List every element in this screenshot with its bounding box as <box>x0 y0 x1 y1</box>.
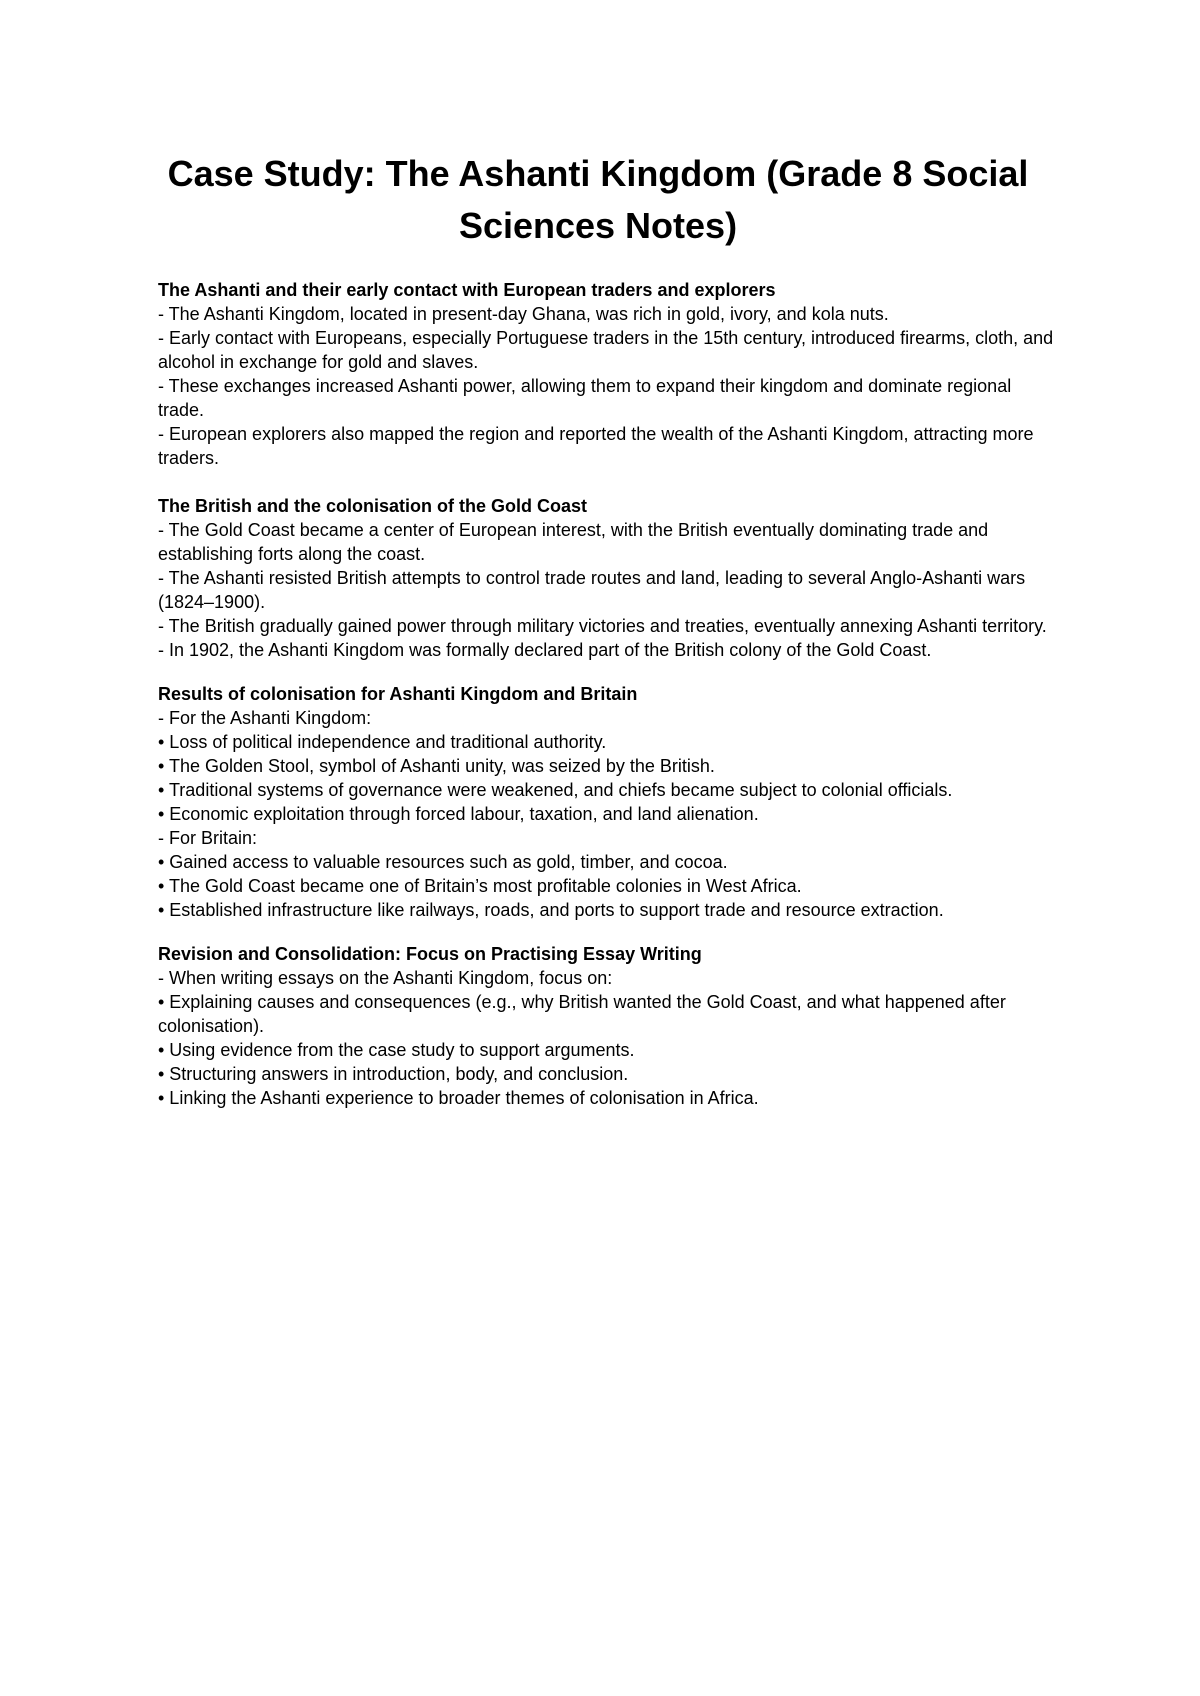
section-line: • Traditional systems of governance were weakened, and chiefs became subject to colonial officials. <box>158 780 953 800</box>
section-british-colonisation <box>158 494 1058 662</box>
section-line: • Gained access to valuable resources such as gold, timber, and cocoa. <box>158 852 728 872</box>
section-heading: The Ashanti and their early contact with European traders and explorers <box>158 280 776 300</box>
section-line: • Established infrastructure like railways, roads, and ports to support trade and resource extraction. <box>158 900 944 920</box>
section-line: - In 1902, the Ashanti Kingdom was formally declared part of the British colony of the Gold Coast. <box>158 640 932 660</box>
section-revision-consolidation <box>158 942 1058 1110</box>
section-line: - The Ashanti resisted British attempts to control trade routes and land, leading to several Anglo-Ashanti wars (1824–1900). <box>158 568 1026 612</box>
section-line: • Structuring answers in introduction, body, and conclusion. <box>158 1064 629 1084</box>
section-line: - These exchanges increased Ashanti power, allowing them to expand their kingdom and dominate regional trade. <box>158 376 1012 420</box>
section-line: • Explaining causes and consequences (e.g., why British wanted the Gold Coast, and what happened after colonisation). <box>158 992 1006 1036</box>
section-line: - For Britain: <box>158 828 258 848</box>
section-results-of-colonisation <box>158 682 1058 922</box>
section-line: - When writing essays on the Ashanti Kingdom, focus on: <box>158 968 613 988</box>
section-heading: Revision and Consolidation: Focus on Practising Essay Writing <box>158 944 702 964</box>
section-line: • Loss of political independence and traditional authority. <box>158 732 607 752</box>
document-title: Case Study: The Ashanti Kingdom (Grade 8 Social Sciences Notes) <box>167 153 1029 246</box>
section-line: - Early contact with Europeans, especially Portuguese traders in the 15th century, introduced firearms, cloth, and alcohol in exchange for gold and slaves. <box>158 328 1054 372</box>
section-heading: Results of colonisation for Ashanti Kingdom and Britain <box>158 684 638 704</box>
section-line: • The Golden Stool, symbol of Ashanti unity, was seized by the British. <box>158 756 715 776</box>
section-heading: The British and the colonisation of the Gold Coast <box>158 496 588 516</box>
section-line: • Linking the Ashanti experience to broader themes of colonisation in Africa. <box>158 1088 759 1108</box>
section-line: - The British gradually gained power through military victories and treaties, eventually annexing Ashanti territory. <box>158 616 1047 636</box>
document-page <box>158 148 1058 1110</box>
section-line: - European explorers also mapped the region and reported the wealth of the Ashanti Kingdom, attracting more traders. <box>158 424 1034 468</box>
section-line: - The Ashanti Kingdom, located in present-day Ghana, was rich in gold, ivory, and kola nuts. <box>158 304 889 324</box>
section-line: - For the Ashanti Kingdom: <box>158 708 372 728</box>
section-line: • Using evidence from the case study to support arguments. <box>158 1040 635 1060</box>
section-line: • The Gold Coast became one of Britain’s most profitable colonies in West Africa. <box>158 876 802 896</box>
section-line: - The Gold Coast became a center of European interest, with the British eventually dominating trade and establishing forts along the coast. <box>158 520 989 564</box>
section-line: • Economic exploitation through forced labour, taxation, and land alienation. <box>158 804 759 824</box>
section-early-contact <box>158 278 1058 470</box>
